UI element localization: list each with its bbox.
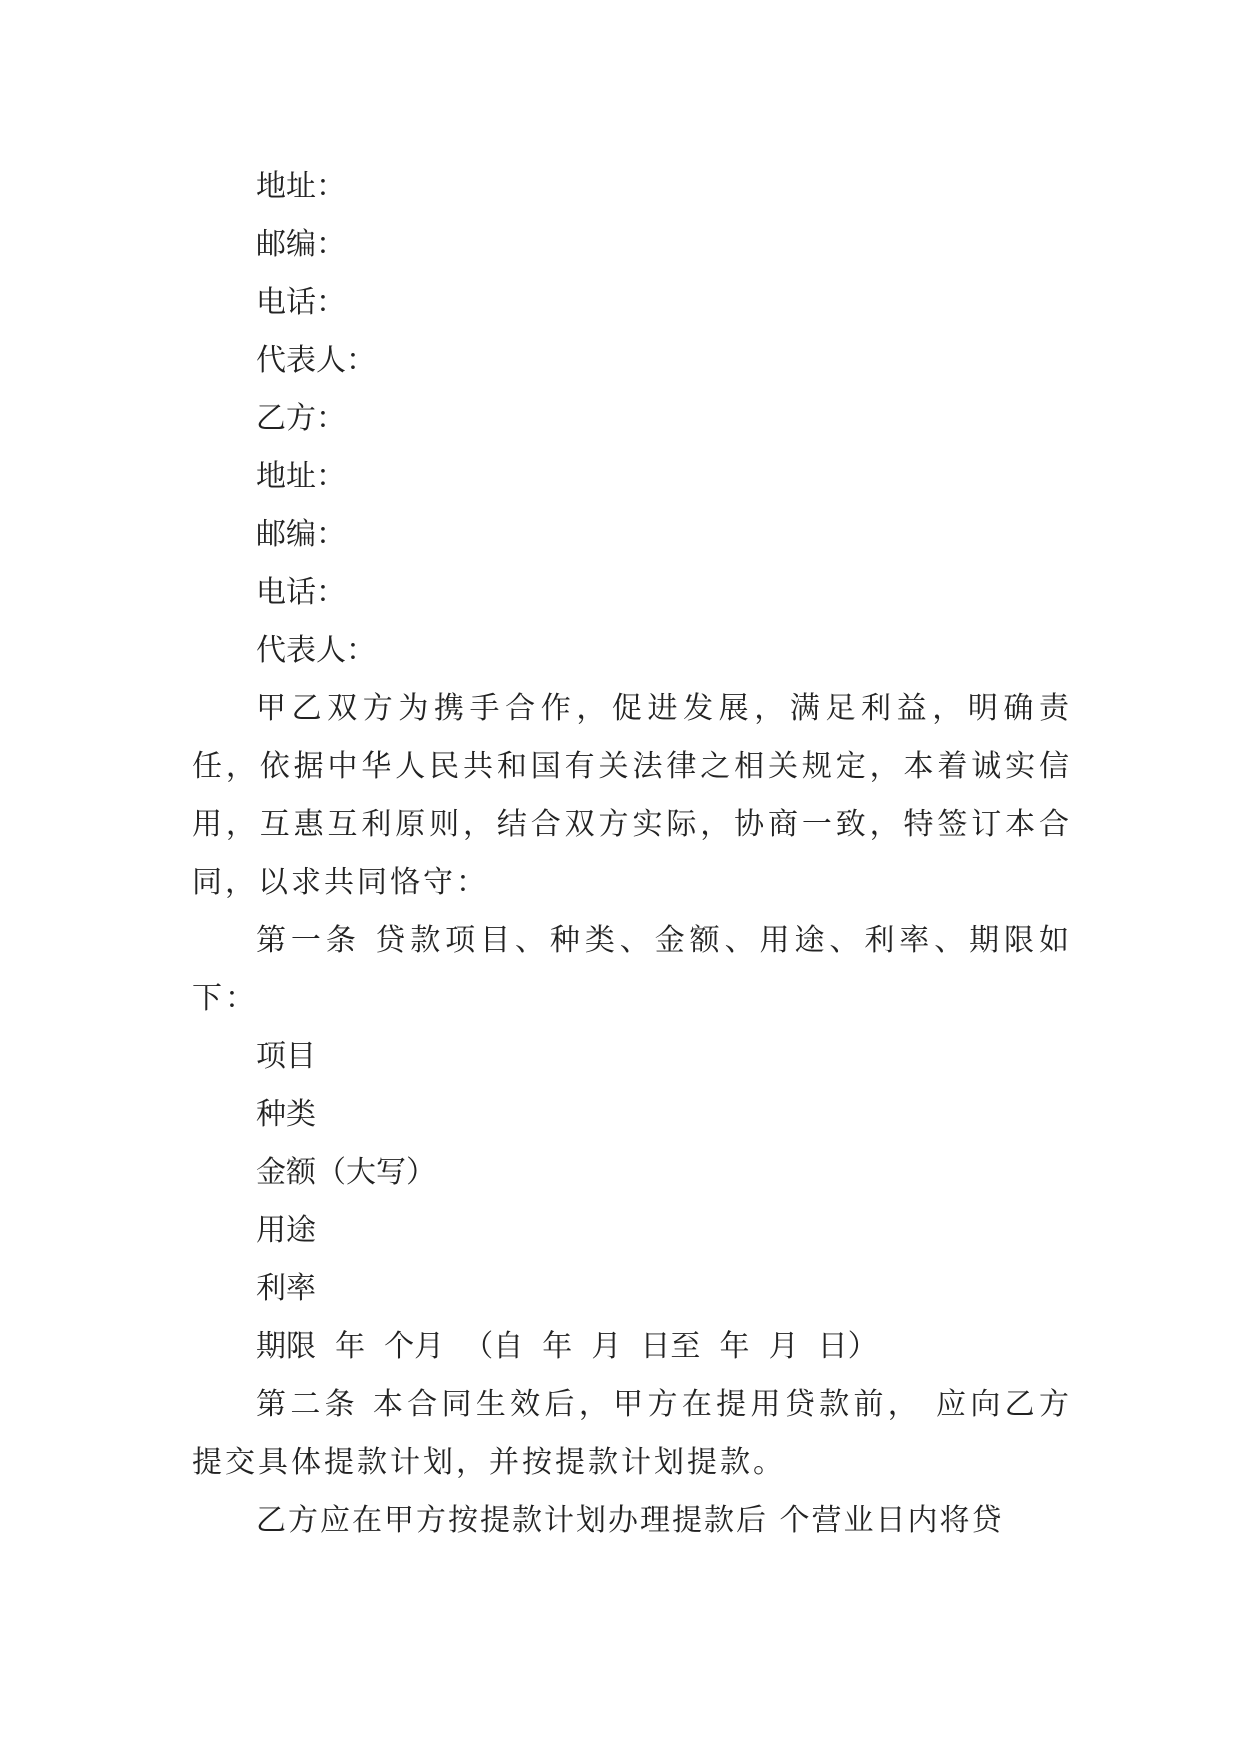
party-b-address-label: 地址：	[256, 459, 346, 494]
article-1-item-term: 期限 年 个月 （自 年 月 日至 年 月 日）	[256, 1329, 878, 1364]
article-1-item-rate: 利率	[256, 1271, 316, 1306]
article-1-item-type: 种类	[256, 1097, 316, 1132]
party-a-representative-label: 代表人：	[256, 343, 376, 378]
article-1-paragraph: 第一条 贷款项目、种类、金额、用途、利率、期限如下：	[192, 923, 1072, 1016]
party-b-postcode-label: 邮编：	[256, 517, 346, 552]
article-2-continuation: 乙方应在甲方按提款计划办理提款后 个营业日内将贷	[256, 1503, 1004, 1538]
article-1-item-project: 项目	[256, 1039, 316, 1074]
contract-body	[192, 158, 1072, 1550]
party-b-label: 乙方：	[256, 401, 346, 436]
party-b-representative-label: 代表人：	[256, 633, 376, 668]
article-1-item-amount: 金额（大写）	[256, 1155, 436, 1190]
party-a-postcode-label: 邮编：	[256, 227, 346, 262]
article-2-paragraph: 第二条 本合同生效后，甲方在提用贷款前， 应向乙方提交具体提款计划，并按提款计划提款。	[192, 1387, 1072, 1480]
party-b-phone-label: 电话：	[256, 575, 346, 610]
party-a-address-label: 地址：	[256, 169, 346, 204]
article-1-item-purpose: 用途	[256, 1213, 316, 1248]
party-a-phone-label: 电话：	[256, 285, 346, 320]
preamble-paragraph: 甲乙双方为携手合作，促进发展，满足利益，明确责任，依据中华人民共和国有关法律之相关规定，本着诚实信用，互惠互利原则，结合双方实际，协商一致，特签订本合同，以求共同恪守：	[192, 691, 1072, 900]
